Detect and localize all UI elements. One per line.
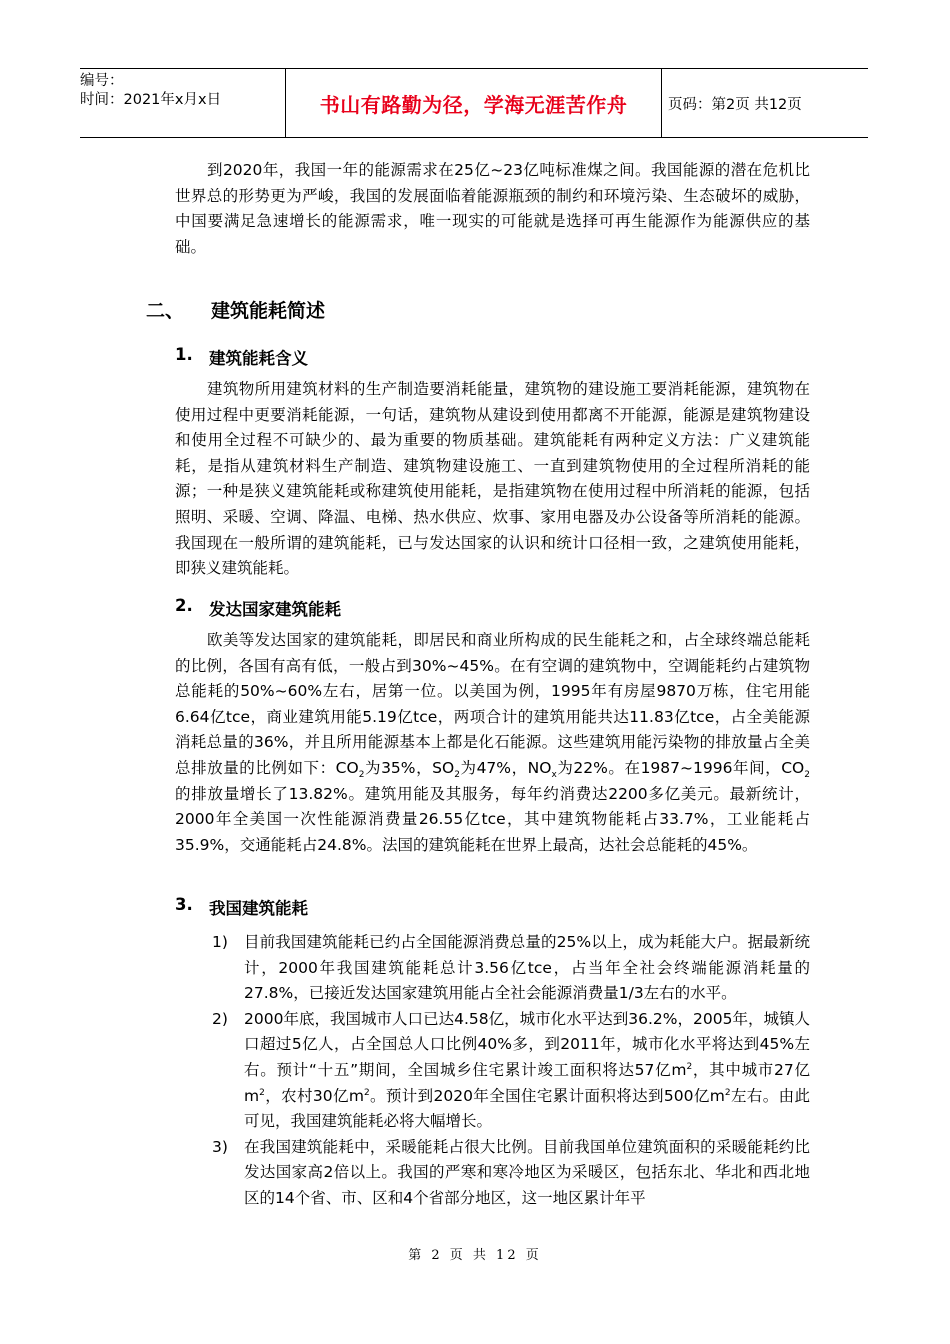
subsection-3-heading (175, 895, 810, 919)
subsection-1-paragraph: 建筑物所用建筑材料的生产制造要消耗能量，建筑物的建设施工要消耗能源，建筑物在使用过程中更要消耗能源，一句话，建筑物从建设到使用都离不开能源，能源是建筑物建设和使用全过程不可缺少的、最为重要的物质基础。建筑能耗有两种定义方法：广义建筑能耗，是指从建筑材料生产制造、建筑物建设施工、一直到建筑物使用的全过程所消耗的能源；一种是狭义建筑能耗或称建筑使用能耗，是指建筑物在使用过程中所消耗的能源，包括照明、采暖、空调、降温、电梯、热水供应、炊事、家用电器及办公设备等所消耗的能源。我国现在一般所谓的建筑能耗，已与发达国家的认识和统计口径相一致，之建筑使用能耗，即狭义建筑能耗。 (175, 380, 810, 578)
list-item-text: 在我国建筑能耗中，采暖能耗占很大比例。目前我国单位建筑面积的采暖能耗约比发达国家高2倍以上。我国的严寒和寒冷地区为采暖区，包括东北、华北和西北地区的14个省、市、区和4个省部分地区，这一地区累计年平 (244, 1137, 810, 1207)
subsection-1-title: 建筑能耗含义 (209, 349, 308, 368)
list-item-text: 目前我国建筑能耗已约占全国能源消费总量的25%以上，成为耗能大户。据最新统计，2000年我国建筑能耗总计3.56亿tce，占当年全社会终端能源消耗量的27.8%，已接近发达国家建筑用能占全社会能源消费量1/3左右的水平。 (244, 933, 810, 1003)
list-item-number: 2) (212, 1009, 228, 1028)
list-item-text: 2000年底，我国城市人口已达4.58亿，城市化水平达到36.2%，2005年，城镇人口超过5亿人，占全国总人口比例40%多，到2011年，城市化水平将达到45%左右。预计“十五”期间，全国城乡住宅累计竣工面积将达57亿$m^2$，其中城市27亿$m^2$，农村30亿$m^2$。预计到2020年全国住宅累计面积将达到500亿$m^2$左右。由此可见，我国建筑能耗必将大幅增长。 (244, 1009, 810, 1131)
section-title: 建筑能耗简述 (211, 300, 326, 322)
intro-paragraph: 到2020年，我国一年的能源需求在25亿~23亿吨标准煤之间。我国能源的潜在危机比世界总的形势更为严峻，我国的发展面临着能源瓶颈的制约和环境污染、生态破坏的威胁，中国要满足急速增长的能源需求，唯一现实的可能就是选择可再生能源作为能源供应的基础。 (175, 161, 810, 256)
list-item (212, 1135, 810, 1212)
list-item-number: 3) (212, 1137, 228, 1156)
section-heading (146, 296, 325, 323)
subsection-3-title: 我国建筑能耗 (209, 899, 308, 918)
numbered-list (212, 930, 810, 1212)
header-page-label: 页码：第2页 共12页 (668, 96, 802, 113)
header-table (80, 68, 868, 138)
subsection-1-heading (175, 345, 810, 369)
intro-section (175, 158, 810, 260)
time-label: 时间：2021年x月x日 (80, 92, 222, 108)
subsection-2-title: 发达国家建筑能耗 (209, 600, 341, 619)
subsection-2-paragraph: 欧美等发达国家的建筑能耗，即居民和商业所构成的民生能耗之和，占全球终端总能耗的比例，各国有高有低，一般占到30%~45%。在有空调的建筑物中，空调能耗约占建筑物总能耗的50%~60%左右，居第一位。以美国为例，1995年有房屋9870万栋，住宅用能6.64亿tce，商业建筑用能5.19亿tce，两项合计的建筑用能共达11.83亿tce，占全美能源消耗总量的36%，并且所用能源基本上都是化石能源。这些建筑用能污染物的排放量占全美总排放量的比例如下：$CO_2$为35%，$SO_2$为47%，$NO_x$为22%。在1987~1996年间，$CO_2$的排放量增长了13.82%。建筑用能及其服务，每年约消费达2200多亿美元。最新统计，2000年全美国一次性能源消费量26.55亿tce，其中建筑物能耗占33.7%，工业能耗占35.9%，交通能耗占24.8%。法国的建筑能耗在世界上最高，达社会总能耗的45%。 (175, 631, 810, 854)
subsection-1-number: 1. (175, 345, 193, 364)
list-item (212, 930, 810, 1007)
subsection-3-heading-wrap (175, 895, 810, 919)
list-item (212, 1007, 810, 1135)
subsection-3-number: 3. (175, 895, 193, 914)
number-label: 编号： (80, 73, 124, 89)
header-motto: 书山有路勤为径，学海无涯苦作舟 (285, 69, 662, 137)
section-number: 二、 (146, 300, 185, 322)
subsection-2-heading (175, 596, 810, 620)
subsection-2 (175, 596, 810, 858)
header-left-cell (80, 69, 285, 137)
list-item-number: 1) (212, 933, 228, 951)
page-footer: 第 2 页 共 12 页 (408, 1248, 542, 1263)
subsection-2-number: 2. (175, 596, 193, 615)
subsection-1 (175, 345, 810, 582)
